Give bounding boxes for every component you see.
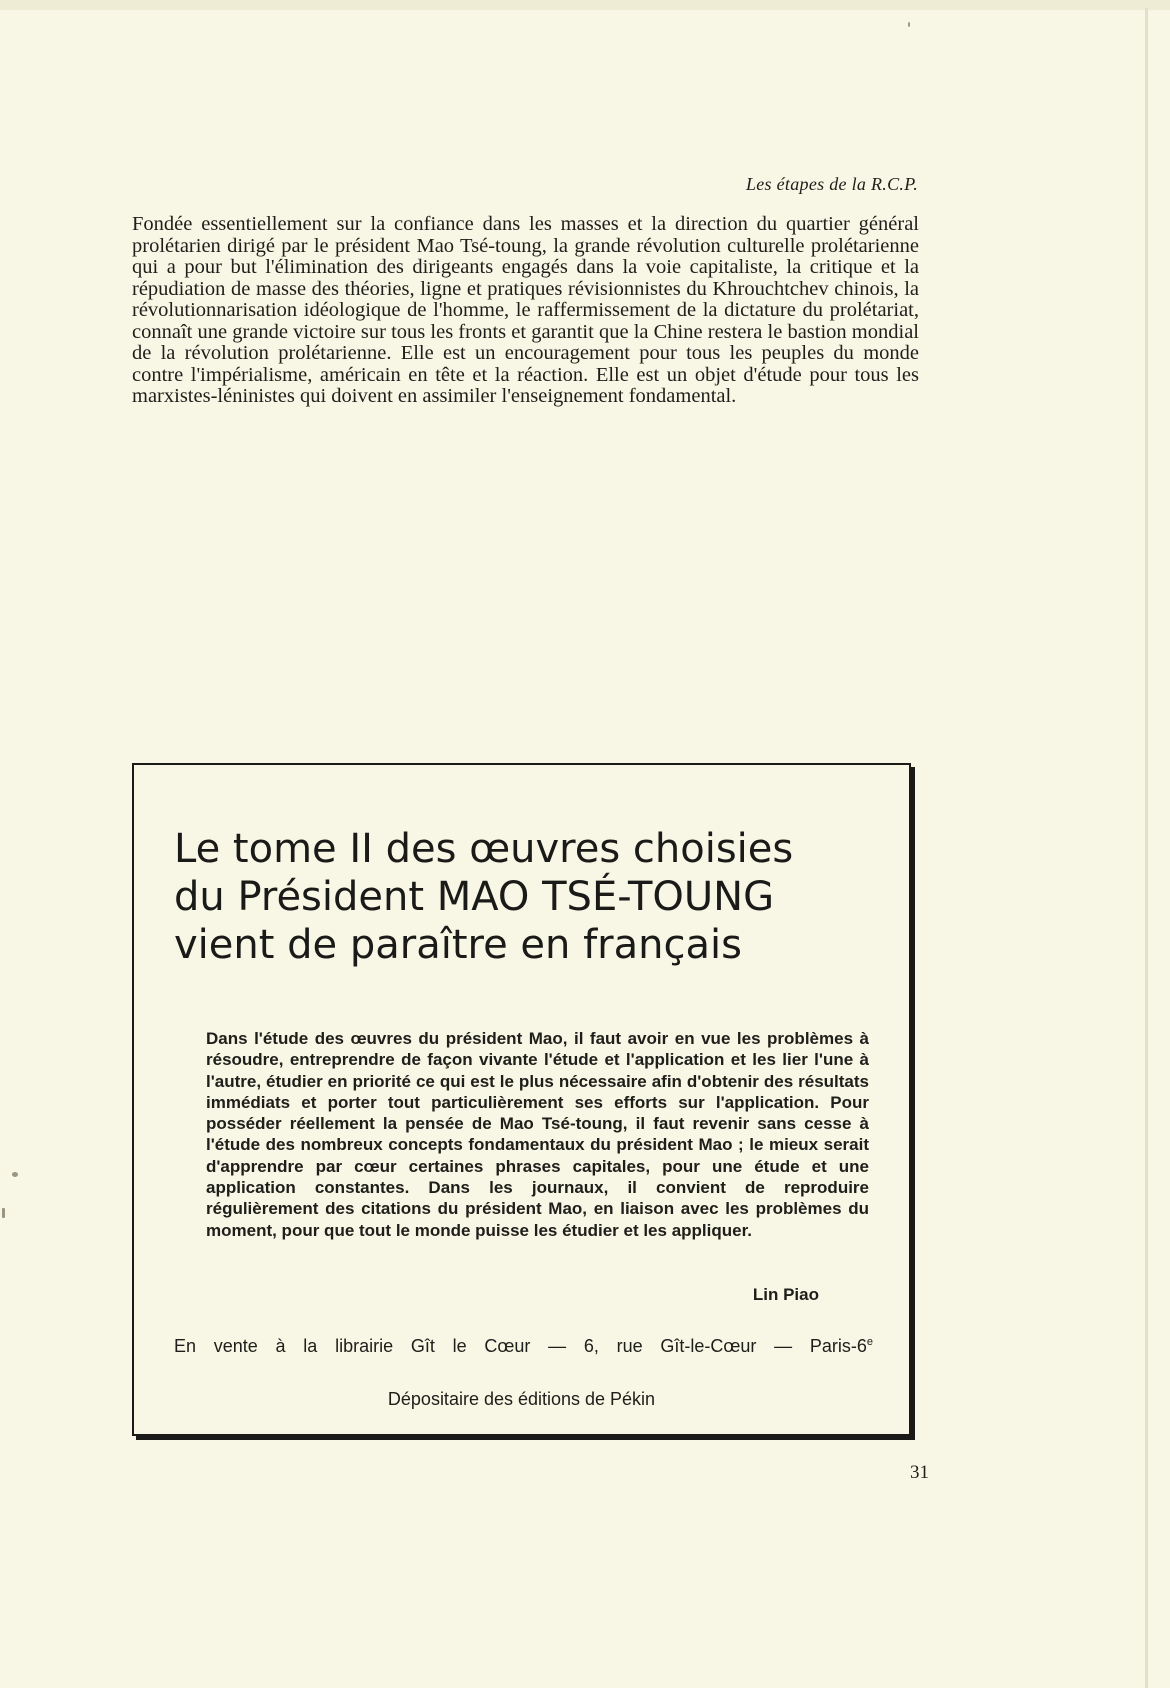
intro-paragraph: Fondée essentiellement sur la confiance dans les masses et la direction du quartier général prolétarien dirigé par le président Mao Tsé-toung, la grande révolution culturelle prolétarienne qui a pour but l'élimination des dirigeants engagés dans la voie capitaliste, la critique et la répudiation de masse des théories, ligne et pratiques révisionnistes du Khrouchtchev chinois, la révolutionnarisation idéologique de l'homme, le raffermissement de la dictature du prolétariat, connaît une grande victoire sur tous les fronts et garantit que la Chine restera le bastion mondial de la révolution prolétarienne. Elle est un encouragement pour tous les peuples du monde contre l'impérialisme, américain en tête et la réaction. Elle est un objet d'étude pour tous les marxistes-léninistes qui doivent en assimiler l'enseignement fondamental. [132,213,919,407]
running-head: Les étapes de la R.C.P. [745,174,918,194]
advertisement-title-line: Le tome II des œuvres choisies [174,826,794,872]
sale-line-text: En vente à la librairie Gît le Cœur — 6, rue Gît-le-Cœur — Paris-6 [174,1336,867,1356]
advertisement-title [174,825,793,969]
lin-piao-quote: Dans l'étude des œuvres du président Mao, il faut avoir en vue les problèmes à résoudre, entreprendre de façon vivante l'étude et l'application et les lier l'une à l'autre, étudier en priorité ce qui est le plus nécessaire afin d'obtenir des résultats immédiats et porter tout particulièrement ses efforts sur l'application. Pour posséder réellement la pensée de Mao Tsé-toung, il faut revenir sans cesse à l'étude des nombreux concepts fondamentaux du président Mao ; le mieux serait d'apprendre par cœur certaines phrases capitales, pour une étude et une application constantes. Dans les journaux, il convient de reproduire régulièrement des citations du président Mao, en liaison avec les problèmes du moment, pour que tout le monde puisse les étudier et les appliquer. [206,1029,869,1240]
quote-author: Lin Piao [752,1285,819,1304]
paper-speck [12,1172,18,1177]
advertisement-title-line: vient de paraître en français [174,922,742,968]
page-edge-shadow [1145,8,1148,1688]
page-top-shadow [0,0,1170,10]
advertisement-title-line: du Président MAO TSÉ-TOUNG [174,874,775,920]
paper-speck [908,22,910,27]
paper-speck [2,1208,5,1218]
page-number: 31 [910,1462,929,1483]
book-advertisement [132,763,911,1436]
depositaire-line: Dépositaire des éditions de Pékin [387,1389,656,1409]
sale-line-superscript: e [866,1336,873,1348]
sale-line [174,1336,873,1357]
